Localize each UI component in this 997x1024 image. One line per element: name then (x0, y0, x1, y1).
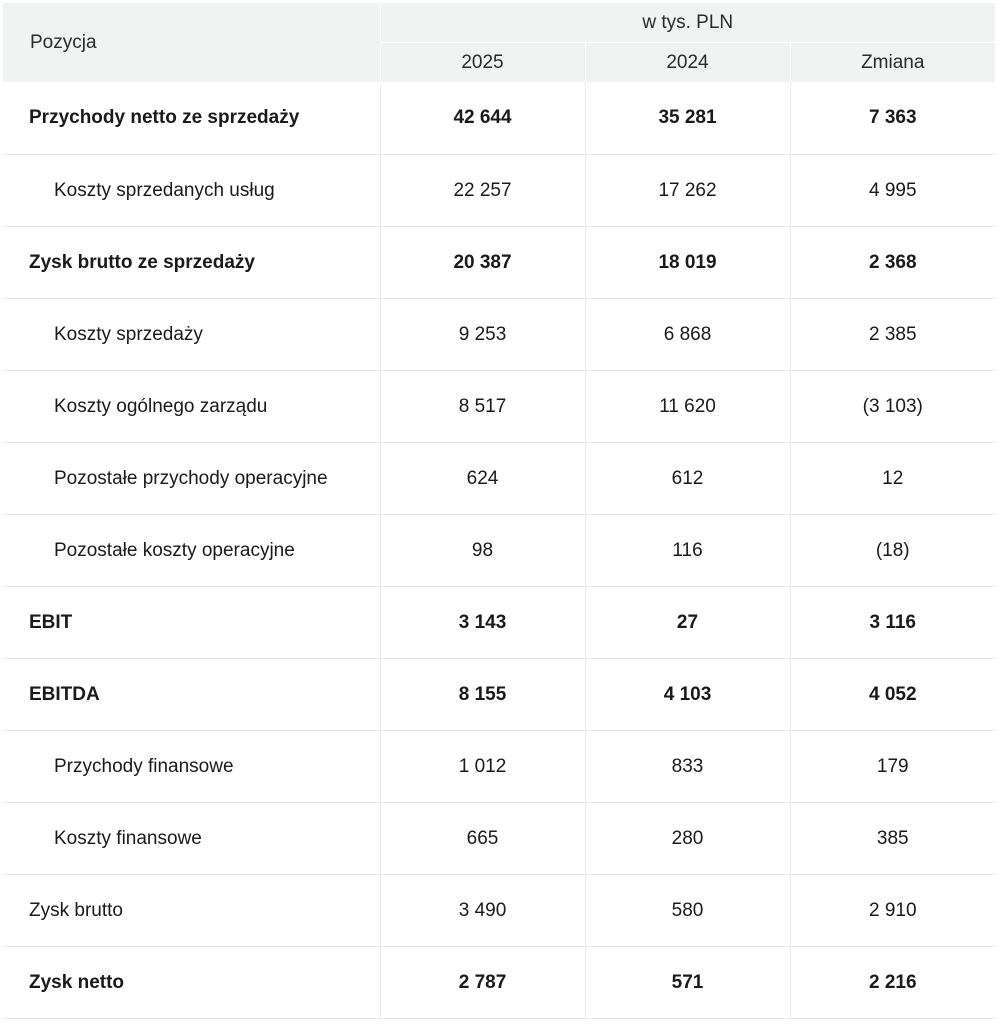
table-row (3, 875, 995, 947)
table-row (3, 155, 995, 227)
value-change: 4 052 (790, 659, 995, 731)
value-2024: 11 620 (585, 371, 790, 443)
value-2025: 22 257 (380, 155, 585, 227)
value-2024: 280 (585, 803, 790, 875)
value-2025: 624 (380, 443, 585, 515)
value-change: (3 103) (790, 371, 995, 443)
row-label: Koszty ogólnego zarządu (3, 371, 380, 443)
header-col-2024: 2024 (585, 43, 790, 83)
header-col-2025: 2025 (380, 43, 585, 83)
value-2025: 3 143 (380, 587, 585, 659)
table-body (3, 82, 995, 1019)
table-header (3, 3, 995, 82)
value-2024: 35 281 (585, 82, 790, 155)
financial-table-container (3, 3, 995, 1019)
row-label: Pozostałe przychody operacyjne (3, 443, 380, 515)
header-unit-group: w tys. PLN (380, 3, 995, 43)
row-label: Koszty finansowe (3, 803, 380, 875)
value-2025: 1 012 (380, 731, 585, 803)
row-label: Przychody finansowe (3, 731, 380, 803)
value-change: 2 216 (790, 947, 995, 1019)
table-row (3, 515, 995, 587)
row-label: Przychody netto ze sprzedaży (3, 82, 380, 155)
value-2025: 9 253 (380, 299, 585, 371)
value-2025: 98 (380, 515, 585, 587)
row-label: Pozostałe koszty operacyjne (3, 515, 380, 587)
row-label: Zysk netto (3, 947, 380, 1019)
value-2024: 17 262 (585, 155, 790, 227)
table-row (3, 947, 995, 1019)
value-change: 12 (790, 443, 995, 515)
value-change: (18) (790, 515, 995, 587)
value-2024: 116 (585, 515, 790, 587)
table-row (3, 299, 995, 371)
value-2024: 612 (585, 443, 790, 515)
row-label: Koszty sprzedanych usług (3, 155, 380, 227)
value-change: 385 (790, 803, 995, 875)
value-2025: 42 644 (380, 82, 585, 155)
value-2024: 4 103 (585, 659, 790, 731)
row-label: Koszty sprzedaży (3, 299, 380, 371)
value-change: 2 368 (790, 227, 995, 299)
table-row (3, 587, 995, 659)
value-change: 3 116 (790, 587, 995, 659)
value-2024: 580 (585, 875, 790, 947)
value-2024: 833 (585, 731, 790, 803)
value-change: 2 385 (790, 299, 995, 371)
row-label: EBITDA (3, 659, 380, 731)
table-row (3, 731, 995, 803)
value-2025: 2 787 (380, 947, 585, 1019)
table-row (3, 227, 995, 299)
value-2024: 27 (585, 587, 790, 659)
value-change: 2 910 (790, 875, 995, 947)
financial-table (3, 3, 995, 1019)
table-row (3, 803, 995, 875)
value-change: 179 (790, 731, 995, 803)
table-row (3, 659, 995, 731)
header-position: Pozycja (3, 3, 380, 82)
value-2024: 6 868 (585, 299, 790, 371)
value-change: 7 363 (790, 82, 995, 155)
value-2025: 8 155 (380, 659, 585, 731)
table-row (3, 82, 995, 155)
value-2024: 18 019 (585, 227, 790, 299)
value-2025: 665 (380, 803, 585, 875)
table-row (3, 443, 995, 515)
row-label: EBIT (3, 587, 380, 659)
row-label: Zysk brutto ze sprzedaży (3, 227, 380, 299)
header-col-change: Zmiana (790, 43, 995, 83)
value-2025: 20 387 (380, 227, 585, 299)
value-2025: 3 490 (380, 875, 585, 947)
value-2025: 8 517 (380, 371, 585, 443)
table-row (3, 371, 995, 443)
row-label: Zysk brutto (3, 875, 380, 947)
value-change: 4 995 (790, 155, 995, 227)
value-2024: 571 (585, 947, 790, 1019)
